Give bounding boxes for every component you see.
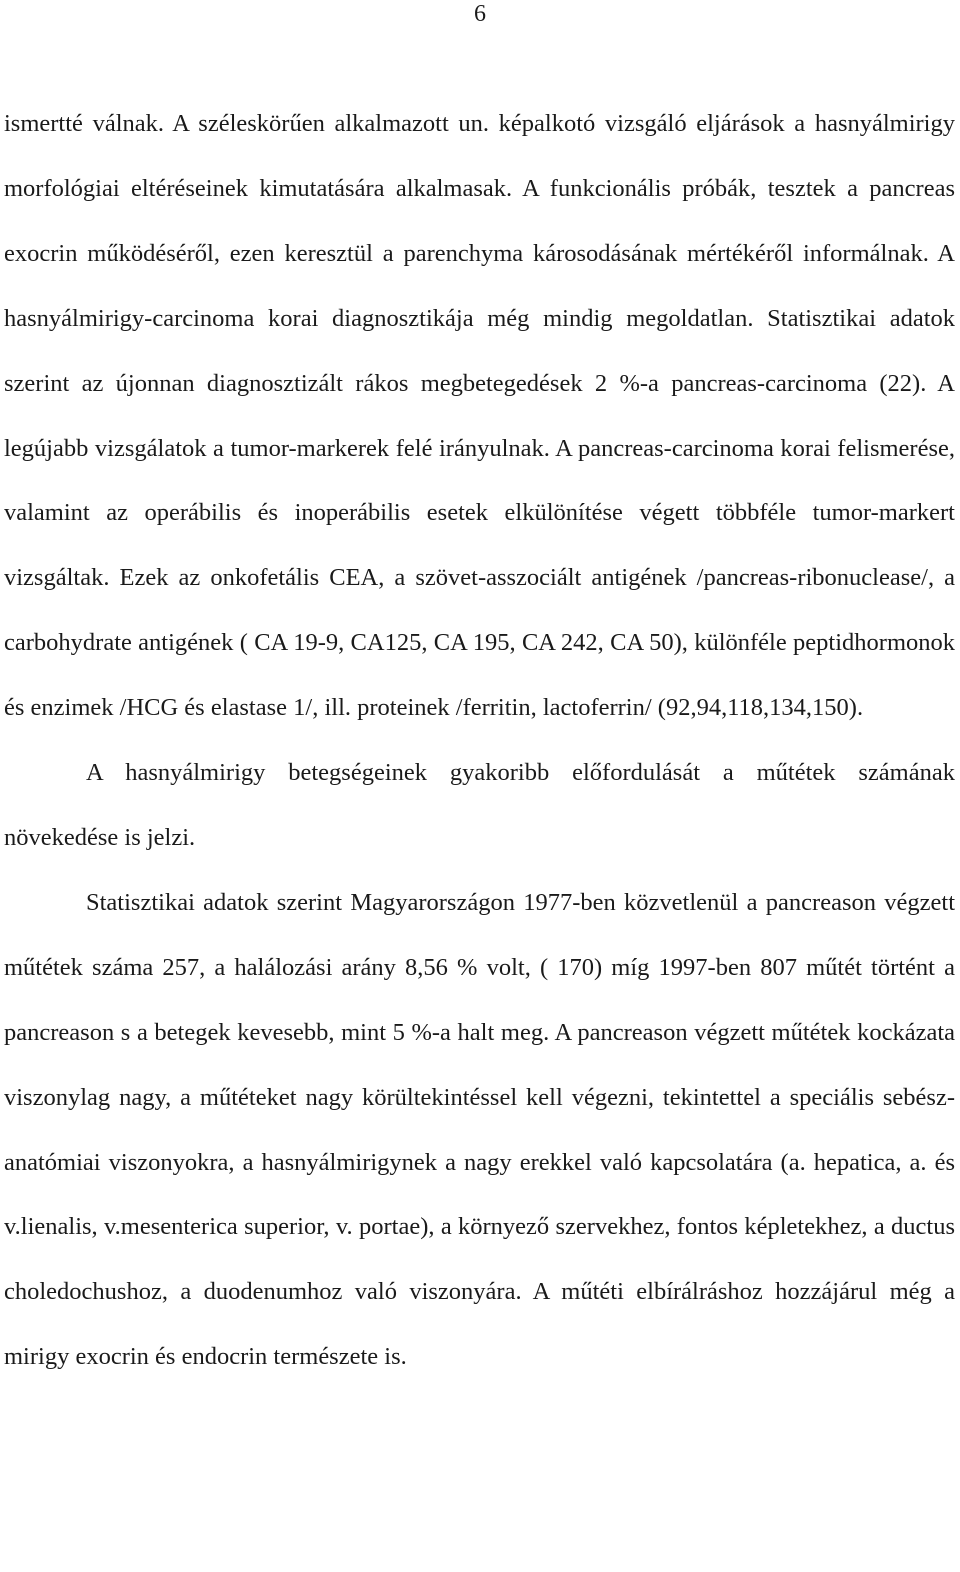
page-number: 6 [474, 1, 486, 27]
paragraph-surgery-statistics: Statisztikai adatok szerint Magyarországon 1977-ben közvetlenül a pancreason végzett műtétek száma 257, a halálozási arány 8,56 % volt, ( 170) míg 1997-ben 807 műtét történt a pancreason s a betegek kevesebb, mint 5 %-a halt meg. A pancreason végzett műtétek kockázata viszonylag nagy, a műtéteket nagy körültekintéssel kell végezni, tekintettel a speciális sebész-anatómiai viszonyokra, a hasnyálmirigynek a nagy erekkel való kapcsolatára (a. hepatica, a. és v.lienalis, v.mesenterica superior, v. portae), a környező szervekhez, fontos képletekhez, a ductus choledochushoz, a duodenumhoz való viszonyára. A műtéti elbírálráshoz hozzájárul még a mirigy exocrin és endocrin természete is. [4, 888, 955, 1371]
paragraph-tumor-markers: ismertté válnak. A széleskörűen alkalmazott un. képalkotó vizsgáló eljárások a hasnyálmirigy morfológiai eltéréseinek kimutatására alkalmasak. A funkcionális próbák, tesztek a pancreas exocrin működéséről, ezen keresztül a parenchyma károsodásának mértékéről informálnak. A hasnyálmirigy-carcinoma korai diagnosztikája még mindig megoldatlan. Statisztikai adatok szerint az újonnan diagnosztizált rákos megbetegedések 2 %-a pancreas-carcinoma (22). A legújabb vizsgálatok a tumor-markerek felé irányulnak. A pancreas-carcinoma korai felismerése, valamint az operábilis és inoperábilis esetek elkülönítése végett többféle tumor-markert vizsgáltak. Ezek az onkofetális CEA, a szövet-asszociált antigének /pancreas-ribonuclease/, a carbohydrate antigének ( CA 19-9, CA125, CA 195, CA 242, CA 50), különféle peptidhormonok és enzimek /HCG és elastase 1/, ill. proteinek /ferritin, lactoferrin/ (92,94,118,134,150). [4, 110, 955, 722]
document-body [4, 92, 955, 1390]
paragraph-surgery-frequency: A hasnyálmirigy betegségeinek gyakoribb előfordulását a műtétek számának növekedése is jelzi. [4, 759, 955, 851]
